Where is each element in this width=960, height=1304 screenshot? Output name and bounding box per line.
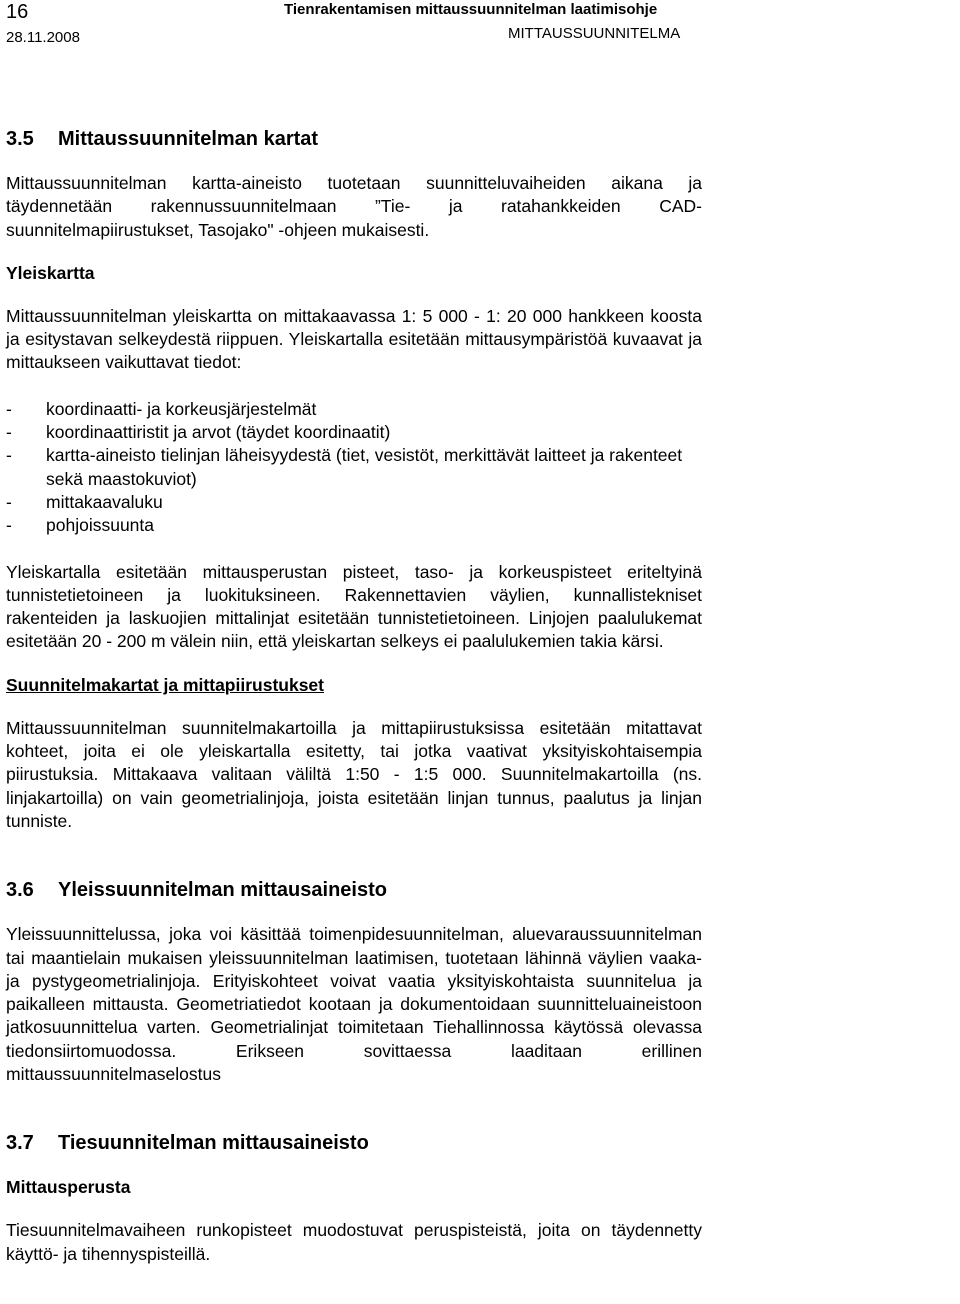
list-item: - koordinaattiristit ja arvot (täydet koordinaatit) [6,422,391,443]
section-number: 3.7 [6,1132,34,1155]
section-3-5-intro: Mittaussuunnitelman kartta-aineisto tuotetaan suunnitteluvaiheiden aikana ja täydennetään rakennussuunnitelmaan ”Tie- ja ratahankkeiden CAD-suunnitelmapiirustukset, Tasojako" -ohjeen mukaisesti. [6,173,702,240]
yleiskartta-heading: Yleiskartta [6,262,95,283]
yleiskartta-paragraph-2: Yleiskartalla esitetään mittausperustan pisteet, taso- ja korkeuspisteet eriteltyinä tunnistetietoineen ja luokituksineen. Rakennettavien väylien, kunnallistekniset rakenteiden ja laskuojien mittalinjat esitetään tunnistetietoineen. Linjojen paalulukemat esitetään 20 - 200 m välein niin, että yleiskartan selkeys ei paalulukemien takia kärsi. [6,561,702,652]
suunnitelmakartat-paragraph: Mittaussuunnitelman suunnitelmakartoilla ja mittapiirustuksissa esitetään mitattavat kohteet, joita ei ole yleiskartalla esitetty, tai jotka vaativat yksityiskohtaisempia piirustuksia. Mittakaava valitaan väliltä 1:50 - 1:5 000. Suunnitelmakartoilla (ns. linjakartoilla) on vain geometrialinjoja, joista esitetään linjan tunnus, paalutus ja linjan tunniste. [6,717,702,831]
list-item: - koordinaatti- ja korkeusjärjestelmät [6,398,317,419]
suunnitelmakartat-heading: Suunnitelmakartat ja mittapiirustukset [6,674,324,695]
header-document-section: MITTAUSSUUNNITELMA [508,25,681,42]
section-3-5-heading [6,126,702,152]
section-number: 3.6 [6,879,34,902]
page-number: 16 [6,1,29,23]
header-document-title: Tienrakentamisen mittaussuunnitelman laatimisohje [284,1,658,18]
section-title: Mittaussuunnitelman kartat [58,128,319,150]
yleiskartta-list [6,398,702,538]
mittausperusta-heading: Mittausperusta [6,1177,131,1198]
section-3-6-paragraph: Yleissuunnittelussa, joka voi käsittää toimenpidesuunnitelman, aluevaraussuunnitelman tai maantielain mukaisen yleissuunnitelman laatimisen, tuotetaan lähinnä väylien vaaka- ja pystygeometrialinjoja. Erityiskohteet voivat vaatia yksityiskohtaista suunnitelua ja paikalleen mittausta. Geometriatiedot kootaan ja dokumentoidaan suunnitteluaineistoon jatkosuunnittelua varten. Geometrialinjat toimitetaan Tiehallinnossa käytössä olevassa tiedonsiirtomuodossa. Erikseen sovittaessa laaditaan erillinen mittaussuunnitelmaselostus [6,924,702,1085]
section-3-7-paragraph: Tiesuunnitelmavaiheen runkopisteet muodostuvat peruspisteistä, joita on täydennetty käyttö- ja tihennyspisteillä. [6,1220,702,1264]
section-3-6-heading [6,877,702,903]
yleiskartta-paragraph-1: Mittaussuunnitelman yleiskartta on mittakaavassa 1: 5 000 - 1: 20 000 hankkeen koosta ja esitystavan selkeydestä riippuen. Yleiskartalla esitetään mittausympäristöä kuvaavat ja mittaukseen vaikuttavat tiedot: [6,305,702,373]
section-title: Tiesuunnitelman mittausaineisto [58,1132,369,1155]
section-3-7-heading [6,1130,702,1156]
list-item: - pohjoissuunta [6,515,154,536]
list-item: - kartta-aineisto tielinjan läheisyydestä (tiet, vesistöt, merkittävät laitteet ja rakenteet sekä maastokuviot) [6,445,683,489]
section-number: 3.5 [6,128,34,150]
document-body [6,126,702,1266]
section-title: Yleissuunnitelman mittausaineisto [58,879,387,902]
list-item: - mittakaavaluku [6,491,163,512]
header-date: 28.11.2008 [6,29,80,46]
